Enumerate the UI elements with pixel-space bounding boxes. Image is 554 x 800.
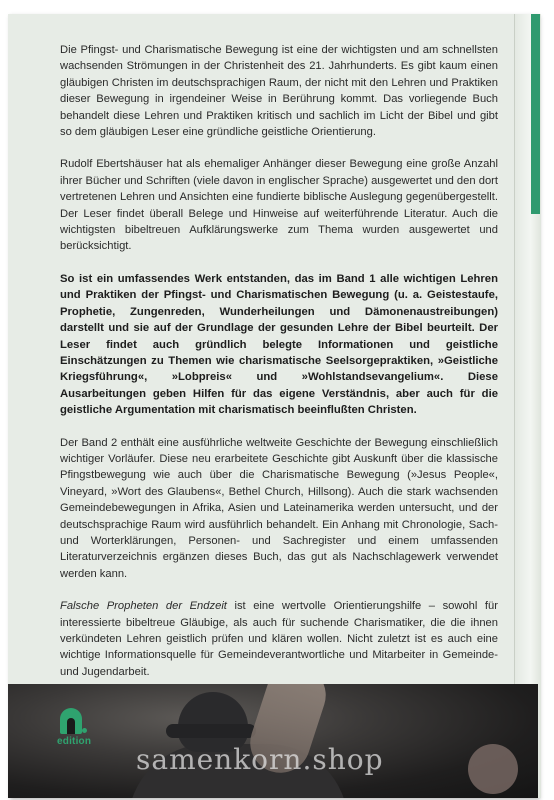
book-title-italic: Falsche Propheten der Endzeit xyxy=(60,600,227,613)
photo-figure-cap xyxy=(166,724,256,738)
blurb-paragraph-1: Die Pfingst- und Charismatische Bewegung ist eine der wichtigsten und am schnellsten wachsenden Strömungen in der Christenheit des 21. Jahrhunderts. Es gibt kaum einen gläubigen Christen im deutschsprachigen Raum, der nicht mit den Lehren und Praktiken dieser Bewegung in irgendeiner Weise in Berührung kommt. Das vorliegende Buch behandelt diese Lehren und Praktiken kritisch und sachlich im Licht der Bibel und gibt so dem gläubigen Leser eine gründliche geistliche Orientierung. xyxy=(60,44,498,139)
blurb-paragraph-3: So ist ein umfassendes Werk entstanden, das im Band 1 alle wichtigen Lehren und Praktiken der Pfingst- und Charismatischen Bewegung (u. a. Geistestaufe, Prophetie, Zungenreden, Wunderheilungen und Dämonenaustreibungen) darstellt und sie auf der Grundlage der gesunden Lehre der Bibel beurteilt. Der Leser findet auch gründlich belegte Informationen und geistliche Einschätzungen zu Themen wie charismatische Seelsorgepraktiken, »Geistliche Kriegsführung«, »Lobpreis« und »Wohlstandsevangelium«. Diese Ausarbeitungen geben Hilfen für das eigene Verständnis, aber auch für die geistliche Argumentation mit charismatisch beeinflußten Christen. xyxy=(60,272,498,417)
publisher-logo-dot xyxy=(82,728,87,733)
publisher-logo-icon xyxy=(60,708,82,734)
blurb-paragraph-5 xyxy=(60,598,498,680)
photo-hand xyxy=(468,744,518,794)
blurb-paragraph-2: Rudolf Ebertshäuser hat als ehemaliger Anhänger dieser Bewegung eine große Anzahl ihrer Bücher und Schriften (viele davon in englischer Sprache) ausgewertet und den dort vertretenen Lehren und Ansichten eine fundierte biblische Auslegung gegenübergestellt. Der Leser findet überall Belege und Hinweise auf weiterführende Literatur. Auch die wichtigsten bibeltreuen Aufklärungswerke zum Thema wurden ausgewertet und berücksichtigt. xyxy=(60,158,498,253)
spine-green-stripe xyxy=(531,14,540,214)
blurb-text xyxy=(60,42,498,696)
blurb-paragraph-4: Der Band 2 enthält eine ausführliche weltweite Geschichte der Bewegung einschließlich wichtiger Vorläufer. Diese neu erarbeitete Geschichte gibt Auskunft über die klassische Pfingstbewegung wie auch über die Charismatische Bewegung (»Jesus People«, Vineyard, »Wort des Glaubens«, Bethel Church, Hillsong). Auch die stark wachsenden Gemeindebewegungen in Afrika, Asien und Lateinamerika werden untersucht, und der deutschsprachige Raum wird ausführlich behandelt. Ein Anhang mit Chronologie, Sach- und Worterklärungen, Personen- und Sachregister und einem umfassenden Literaturverzeichnis ergänzen dieses Buch, das gut als Nachschlagewerk verwendet werden kann. xyxy=(60,436,498,580)
shop-watermark: samenkorn.shop xyxy=(136,743,384,776)
publisher-logo xyxy=(57,708,92,752)
blurb-paragraph-5-text: ist eine wertvolle Orientierungshilfe – sowohl für interessierte bibeltreue Gläubige, als auch für suchende Charismatiker, die die ihnen verkündeten Lehren geistlich prüfen und klären wollen. Nicht zuletzt ist es auch eine wichtige Informationsquelle für Gemeindeverantwortliche und Mitarbeiter in Gemeinde- und Jugendarbeit. xyxy=(60,600,498,678)
publisher-logo-text: edition xyxy=(57,736,92,747)
